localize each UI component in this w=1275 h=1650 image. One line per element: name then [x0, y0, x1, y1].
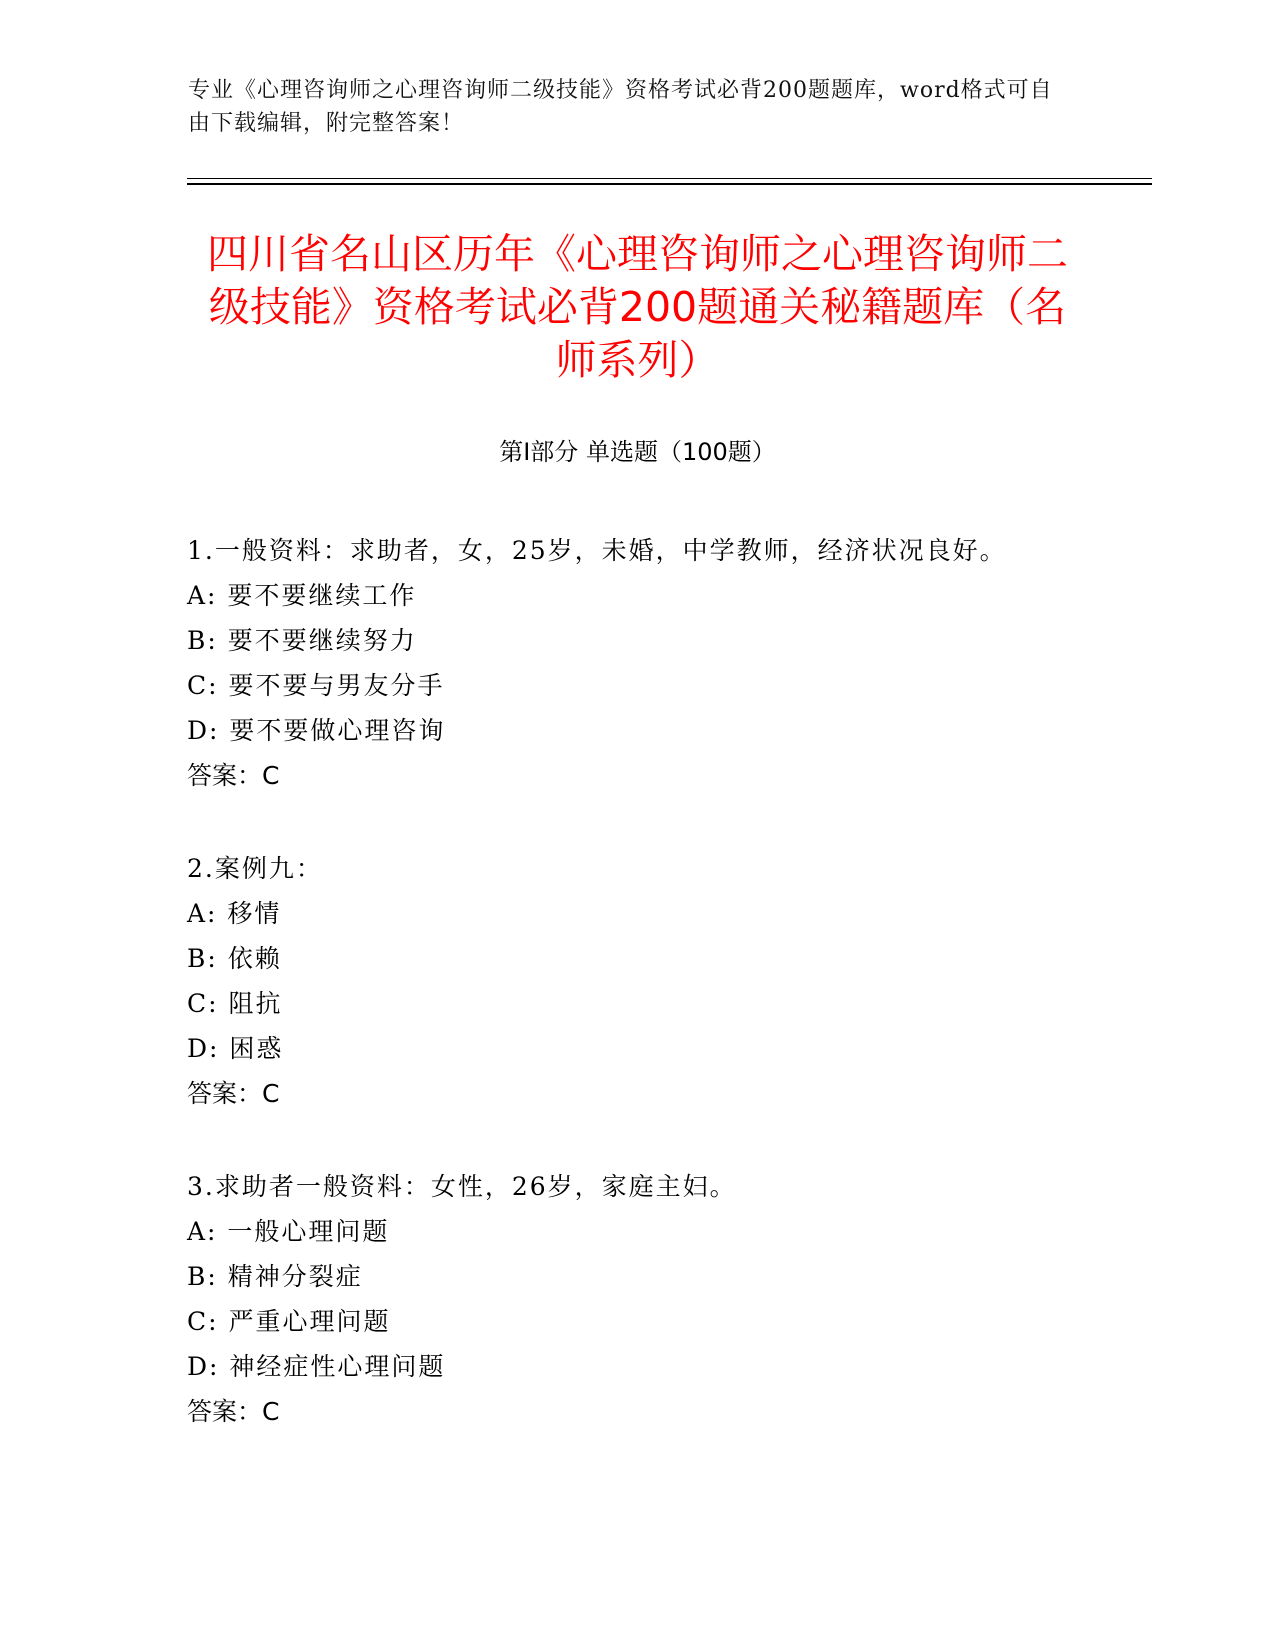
header-note: 专业《心理咨询师之心理咨询师二级技能》资格考试必背200题题库，word格式可自由下载编辑，附完整答案！	[188, 78, 1053, 136]
header-divider-thick	[187, 183, 1152, 185]
option-b: B: 依赖	[187, 944, 282, 973]
option-d: D: 困惑	[187, 1034, 284, 1063]
option-a: A: 一般心理问题	[187, 1217, 390, 1246]
question-block	[187, 1164, 1087, 1434]
option-b: B: 精神分裂症	[187, 1262, 363, 1291]
option-b: B: 要不要继续努力	[187, 626, 417, 655]
question-stem: 3.求助者一般资料：女性，26岁，家庭主妇。	[187, 1172, 737, 1201]
option-a: A: 移情	[187, 899, 282, 928]
header-divider-thin	[187, 178, 1152, 179]
option-a: A: 要不要继续工作	[187, 581, 417, 610]
option-d: D: 神经症性心理问题	[187, 1352, 446, 1381]
option-c: C: 严重心理问题	[187, 1307, 391, 1336]
question-block	[187, 528, 1087, 798]
document-title: 四川省名山区历年《心理咨询师之心理咨询师二级技能》资格考试必背200题通关秘籍题库（名师系列）	[207, 230, 1068, 384]
question-stem: 1.一般资料：求助者，女，25岁，未婚，中学教师，经济状况良好。	[187, 536, 1007, 565]
question-block	[187, 846, 1087, 1116]
question-stem: 2.案例九：	[187, 854, 323, 883]
answer: 答案：C	[187, 761, 280, 790]
option-c: C: 阻抗	[187, 989, 283, 1018]
option-c: C: 要不要与男友分手	[187, 671, 445, 700]
answer: 答案：C	[187, 1397, 280, 1426]
option-d: D: 要不要做心理咨询	[187, 716, 446, 745]
answer: 答案：C	[187, 1079, 280, 1108]
section-title: 第Ⅰ部分 单选题（100题）	[499, 438, 776, 466]
